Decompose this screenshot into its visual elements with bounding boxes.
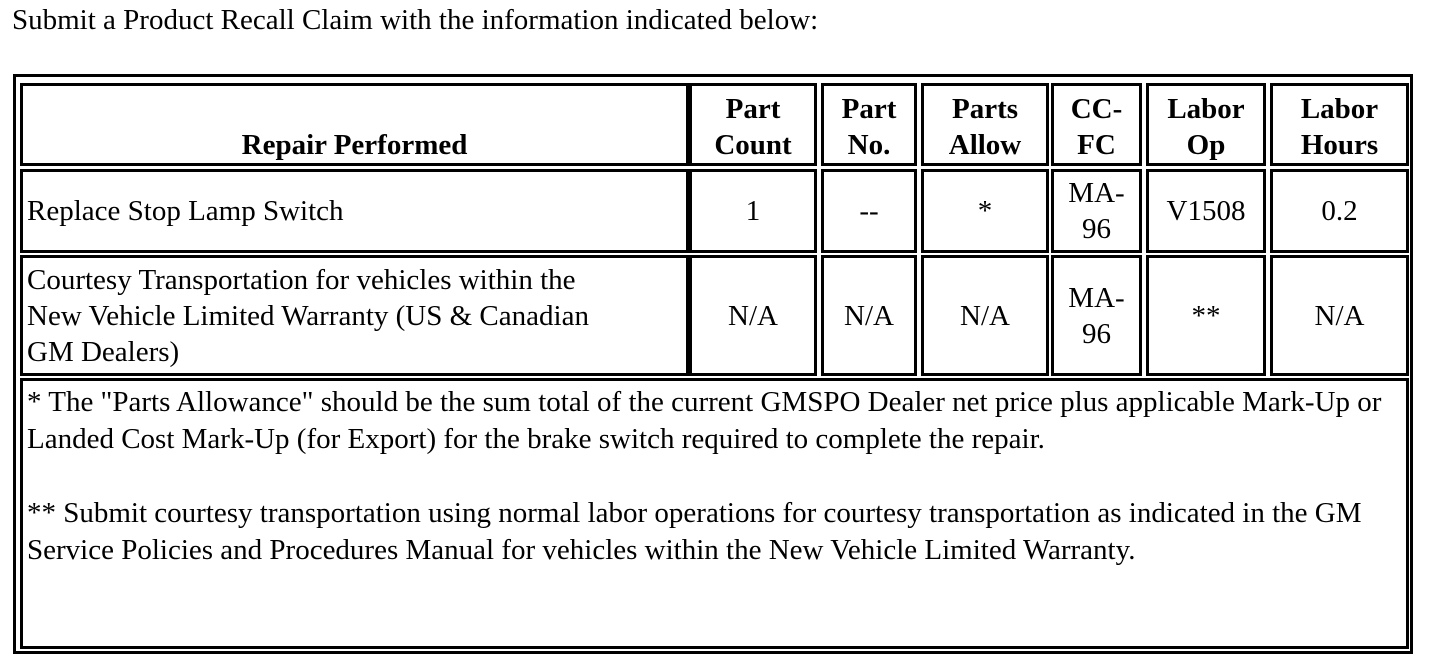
intro-text: Submit a Product Recall Claim with the information indicated below: <box>12 4 819 36</box>
row2-part-no: N/A <box>821 255 917 376</box>
row2-parts-allow: N/A <box>921 255 1049 376</box>
recall-claim-table <box>13 74 1413 654</box>
header-part-no: Part No. <box>821 83 917 166</box>
footnote-parts-allowance: * The "Parts Allowance" should be the sum total of the current GMSPO Dealer net price plus applicable Mark-Up or Landed Cost Mark-Up (for Export) for the brake switch required to complete the repair. <box>27 386 1382 455</box>
row2-part-count: N/A <box>689 255 817 376</box>
header-part-count: Part Count <box>689 83 817 166</box>
header-parts-allow: Parts Allow <box>921 83 1049 166</box>
row1-labor-op: V1508 <box>1146 169 1266 253</box>
row1-part-count: 1 <box>689 169 817 253</box>
row1-part-no: -- <box>821 169 917 253</box>
row1-parts-allow: * <box>921 169 1049 253</box>
header-cc-fc: CC- FC <box>1051 83 1142 166</box>
header-repair-performed: Repair Performed <box>20 83 689 166</box>
row2-cc-fc: MA- 96 <box>1051 255 1142 376</box>
row1-cc-fc: MA- 96 <box>1051 169 1142 253</box>
footnote-courtesy-transportation: ** Submit courtesy transportation using normal labor operations for courtesy transportation as indicated in the GM Service Policies and Procedures Manual for vehicles within the New Vehicle Limited Warranty. <box>27 497 1362 566</box>
row2-labor-hours: N/A <box>1270 255 1409 376</box>
header-labor-hours: Labor Hours <box>1270 83 1409 166</box>
row2-labor-op: ** <box>1146 255 1266 376</box>
row2-repair: Courtesy Transportation for vehicles within the New Vehicle Limited Warranty (US & Canadian GM Dealers) <box>20 255 689 376</box>
header-labor-op: Labor Op <box>1146 83 1266 166</box>
row1-repair: Replace Stop Lamp Switch <box>20 169 689 253</box>
footnotes <box>20 378 1409 649</box>
row1-labor-hours: 0.2 <box>1270 169 1409 253</box>
